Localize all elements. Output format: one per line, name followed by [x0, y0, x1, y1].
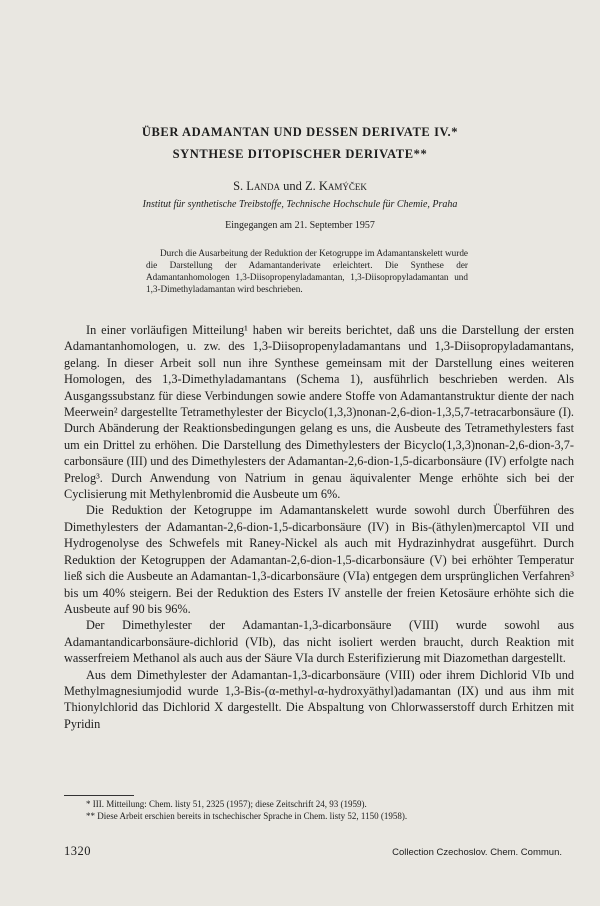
paragraph-2: Die Reduktion der Ketogruppe im Adamantanskelett wurde sowohl durch Überführen des Dimethylesters der Adamantan-2,6-dion-1,5-dicarbonsäure (IV) in Bis-(äthylen)mercaptol VII und Hydrogenolyse des Schwefels mit Raney-Nickel als auch mit Hydrazinhydrat ausgeführt. Durch Reduktion der Ketogruppen der Adamantan-2,6-dion-1,5-dicarbonsäure (V) bei erhöhter Temperatur ließ sich die Ausbeute an Adamantan-1,3-dicarbonsäure (VIa) entgegen dem ursprünglichen Verfahren³ bis um 40% steigern. Bei der Reduktion des Esters IV anstelle der freien Ketosäure erhöhte sich die Ausbeute auf 90 bis 96%. [64, 503, 574, 616]
paragraph-3: Der Dimethylester der Adamantan-1,3-dicarbonsäure (VIII) wurde sowohl aus Adamantandicarbonsäure-dichlorid (VIb), das nicht isoliert werden braucht, durch Reaktion mit wasserfreiem Methanol als auch aus der Säure VIa durch Esterifizierung mit Diazomethan dargestellt. [64, 618, 574, 666]
footnote-rule [64, 795, 134, 796]
footnote-1: * III. Mitteilung: Chem. listy 51, 2325 (1957); diese Zeitschrift 24, 93 (1959). [86, 799, 367, 809]
authors [0, 179, 600, 194]
abstract: Durch die Ausarbeitung der Reduktion der Ketogruppe im Adamantanskelett wurde die Darstellung der Adamantanderivate erleichtert. Die Synthese der Adamantanhomologen 1,3-Diisopropenyladamantan, 1,3-Diisopropyladamantan und 1,3-Dimethyladamantan wird beschrieben. [146, 248, 468, 294]
author-1: S. Landa [233, 179, 280, 193]
footnote-2: ** Diese Arbeit erschien bereits in tschechischer Sprache in Chem. listy 52, 1150 (1958). [86, 811, 408, 821]
body-text [64, 322, 574, 732]
received-date: Eingegangen am 21. September 1957 [225, 220, 375, 231]
page-number: 1320 [64, 844, 91, 858]
institute: Institut für synthetische Treibstoffe, Technische Hochschule für Chemie, Praha [142, 199, 458, 210]
paragraph-4: Aus dem Dimethylester der Adamantan-1,3-dicarbonsäure (VIII) oder ihrem Dichlorid VIb und Methylmagnesiumjodid wurde 1,3-Bis-(α-methyl-α-hydroxyäthyl)adamantan (IX) und aus ihm mit Thionylchlorid das Dichlorid X dargestellt. Die Abspaltung von Chlorwasserstoff durch Erhitzen mit Pyridin [64, 667, 574, 731]
journal-name: Collection Czechoslov. Chem. Commun. [392, 847, 562, 858]
footnotes [64, 798, 574, 822]
paper-title-line2: SYNTHESE DITOPISCHER DERIVATE** [172, 147, 428, 161]
author-joiner: und [279, 179, 305, 193]
paragraph-1: In einer vorläufigen Mitteilung¹ haben wir bereits berichtet, daß uns die Darstellung der ersten Adamantanhomologen, u. zw. des 1,3-Diisopropenyladamantans und 1,3-Diisopropyladamantans, gelang. In dieser Arbeit soll nun ihre Synthese gemeinsam mit der Darstellung eines weiteren Homologen, des 1,3-Dimethyladamantans (Schema 1), ausführlich beschrieben werden. Als Ausgangssubstanz für diese Verbindungen sowie andere Stoffe von Adamantanstruktur diente der nach Meerwein² dargestellte Tetramethylester der Bicyclo(1,3,3)nonan-2,6-dion-1,3,5,7-tetracarbonsäure (I). Durch Abänderung der Reaktionsbedingungen gelang es uns, die Ausbeute des Tetramethylesters fast um ein Drittel zu erhöhen. Die Darstellung des Dimethylesters der Bicyclo(1,3,3)nonan-2,6-dion-3,7-carbonsäure (III) und des Dimethylesters der Adamantan-2,6-dion-1,5-dicarbonsäure (IV) erfolgte nach Prelog³. Durch Anwendung von Natrium in genau äquivalenter Menge erhöhte sich bei der Cyclisierung mit Methylenbromid die Ausbeute um 6%. [64, 323, 574, 502]
paper-title-line1: ÜBER ADAMANTAN UND DESSEN DERIVATE IV.* [141, 125, 459, 139]
author-2: Z. Kamýček [304, 179, 367, 193]
